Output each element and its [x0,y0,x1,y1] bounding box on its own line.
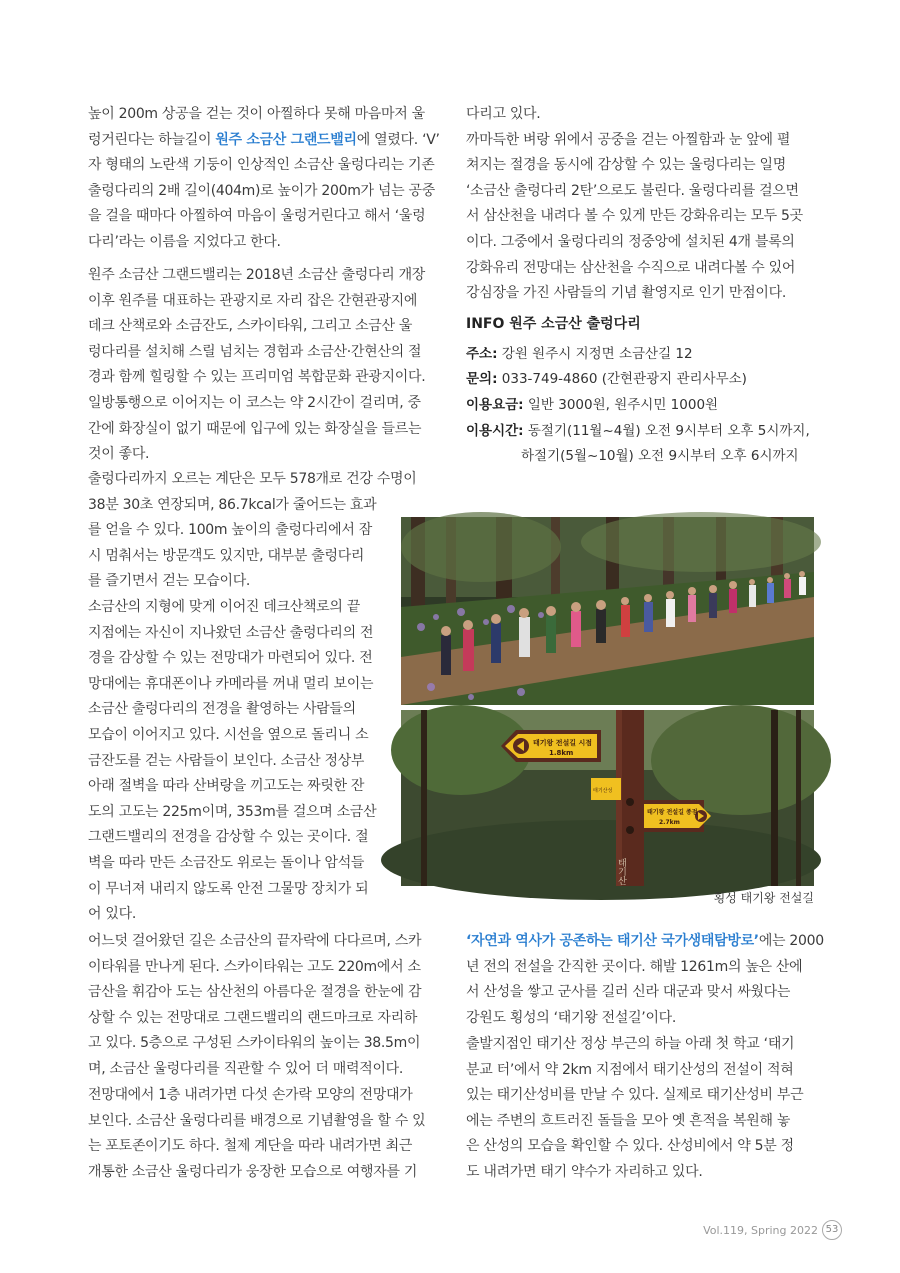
info-address [466,342,693,362]
text-line: 망대에는 휴대폰이나 카메라를 꺼내 멀리 보이는 [88,675,374,692]
text-line: 출렁다리의 2배 길이(404m)로 높이가 200m가 넘는 공중 [88,182,435,199]
text-line: 시 멈춰서는 방문객도 있지만, 대부분 출렁다리 [88,547,365,564]
right-paragraph-1 [466,102,814,307]
text-line: 간에 화장실이 없기 때문에 입구에 있는 화장실을 들르는 [88,420,422,437]
signpost-image [401,710,814,886]
text-line: 강원도 횡성의 ‘태기왕 전설길’이다. [466,1009,677,1026]
hikers-forest-image [401,517,814,705]
info-fee-value: 일반 3000원, 원주시민 1000원 [523,397,719,413]
sign-middle [591,778,621,800]
text-line: 금잔도를 걷는 사람들이 보인다. 소금산 정상부 [88,752,365,769]
page-footer [703,1220,842,1240]
text-line: 자 형태의 노란색 기둥이 인상적인 소금산 울렁다리는 기존 [88,157,435,174]
text-line: 이후 원주를 대표하는 관광지로 자리 잡은 간현관광지에 [88,292,418,309]
text-line: 상할 수 있는 전망대로 그랜드밸리의 랜드마크로 자리하 [88,1009,418,1026]
text-line: 데크 산책로와 소금잔도, 스카이타워, 그리고 소금산 울 [88,318,413,335]
text-line: 보인다. 소금산 울렁다리를 배경으로 기념촬영을 할 수 있 [88,1112,426,1129]
text-line: 고 있다. 5층으로 구성된 스카이타워의 높이는 38.5m이 [88,1035,421,1052]
text-line: ‘자연과 역사가 공존하는 태기산 국가생태탐방로’에는 2000 [466,933,824,949]
info-hours-label: 이용시간: [466,423,524,439]
sign-top-label: 태기왕 전설길 시점 [533,739,592,747]
text-line: 전망대에서 1층 내려가면 다섯 손가락 모양의 전망대가 [88,1087,413,1103]
text-line: 그랜드밸리의 전경을 감상할 수 있는 곳이다. 절 [88,829,369,846]
text-line: 를 즐기면서 걷는 모습이다. [88,573,251,590]
text-line: 어 있다. [88,906,136,923]
text-line: 경과 함께 힐링할 수 있는 프리미엄 복합문화 관광지이다. [88,369,426,386]
info-hours [466,419,810,439]
left-paragraph-2 [88,263,435,468]
text-line: 어느덧 걸어왔던 길은 소금산의 끝자락에 다다르며, 스카 [88,933,422,949]
info-phone-value: 033-749-4860 (간현관광지 관리사무소) [497,371,747,387]
text-line: 렁다리를 설치해 스릴 넘치는 경험과 소금산·간현산의 절 [88,343,422,360]
text-line: 도 내려가면 태기 약수가 자리하고 있다. [466,1163,703,1180]
text-line: 있는 태기산성비를 만날 수 있다. 실제로 태기산성비 부근 [466,1087,804,1104]
page-number: 53 [822,1220,842,1240]
info-hours-winter: 동절기(11월~4월) 오전 9시부터 오후 5시까지, [523,423,810,439]
text-line: 출발지점인 태기산 정상 부근의 하늘 아래 첫 학교 ‘태기 [466,1036,795,1052]
text-line: 이타워를 만나게 된다. 스카이타워는 고도 220m에서 소 [88,958,421,975]
highlight-place-name: 원주 소금산 그랜드밸리 [215,131,357,148]
left-paragraph-4 [88,595,393,928]
text-line: 일방통행으로 이어지는 이 코스는 약 2시간이 걸리며, 중 [88,394,421,411]
hikers-photo [401,517,814,705]
sign-top-distance: 1.8km [549,749,574,757]
text-line: ‘소금산 출렁다리 2탄’으로도 불린다. 울렁다리를 걸으면 [466,182,799,199]
info-address-label: 주소: [466,346,498,362]
text-line: 도의 고도는 225m이며, 353m를 걸으며 소금산 [88,803,377,820]
right-paragraph-3 [466,1032,814,1186]
text-line: 경을 감상할 수 있는 전망대가 마련되어 있다. 전 [88,650,373,667]
text-line: 을 걸을 때마다 아찔하여 마음이 울렁거린다고 해서 ‘울렁 [88,208,426,225]
text-line: 원주 소금산 그랜드밸리는 2018년 소금산 출렁다리 개장 [88,267,426,283]
text-line: 서 산성을 쌓고 군사를 길러 신라 대군과 맞서 싸웠다는 [466,984,791,1001]
sign-top [501,730,601,762]
text-line: 모습이 이어지고 있다. 시선을 옆으로 돌리니 소 [88,726,369,743]
left-paragraph-5 [88,929,435,1083]
info-fee-label: 이용요금: [466,397,524,413]
text-line: 은 산성의 모습을 확인할 수 있다. 산성비에서 약 5분 정 [466,1138,794,1155]
text-line: 를 얻을 수 있다. 100m 높이의 출렁다리에서 잠 [88,522,372,539]
sign-right-distance: 2.7km [659,819,680,826]
text-line: 쳐지는 절경을 동시에 감상할 수 있는 울렁다리는 일명 [466,157,786,174]
left-paragraph-1 [88,102,440,256]
text-line: 벽을 따라 만든 소금잔도 위로는 돌이나 암석들 [88,854,365,871]
info-phone-label: 문의: [466,371,498,387]
text-line: 강화유리 전망대는 삼산천을 수직으로 내려다볼 수 있어 [466,259,796,276]
text-line: 서 삼산천을 내려다 볼 수 있게 만든 강화유리는 모두 5곳 [466,208,803,225]
issue-label: Vol.119, Spring 2022 [703,1223,818,1237]
text-line: 38분 30초 연장되며, 86.7kcal가 줄어드는 효과 [88,496,377,513]
sign-right [644,800,711,832]
text-line: 아래 절벽을 따라 산벼랑을 끼고도는 짜릿한 잔 [88,778,365,795]
text-line: 출렁다리까지 오르는 계단은 모두 578개로 건강 수명이 [88,471,417,487]
text-line: 이 무너져 내리지 않도록 안전 그물망 장치가 되 [88,880,369,897]
text-line: 개통한 소금산 울렁다리가 웅장한 모습으로 여행자를 기 [88,1163,418,1180]
left-paragraph-6 [88,1083,435,1185]
text-line: 높이 200m 상공을 걷는 것이 아찔하다 못해 마음마저 울 [88,106,425,122]
text-line: 분교 터’에서 약 2km 지점에서 태기산성의 전설이 적혀 [466,1061,794,1078]
text-line: 강심장을 가진 사람들의 기념 촬영지로 인기 만점이다. [466,285,786,302]
text-line: 는 포토존이기도 하다. 철제 계단을 따라 내려가면 최근 [88,1138,413,1155]
text-line: 것이 좋다. [88,446,150,463]
info-fee [466,393,718,413]
text-line: 며, 소금산 울렁다리를 직관할 수 있어 더 매력적이다. [88,1060,404,1077]
text-line: 이다. 그중에서 울렁다리의 정중앙에 설치된 4개 블록의 [466,233,795,250]
highlight-trail-name: ‘자연과 역사가 공존하는 태기산 국가생태탐방로’ [466,933,759,949]
text-line: 년 전의 전설을 간직한 곳이다. 해발 1261m의 높은 산에 [466,958,803,975]
info-title: INFO 원주 소금산 출렁다리 [466,316,641,332]
text-line: 소금산 출렁다리의 전경을 촬영하는 사람들의 [88,701,356,718]
photo-caption: 횡성 태기왕 전설길 [713,891,814,905]
right-paragraph-2 [466,929,824,1031]
text-line: 다리고 있다. [466,106,541,122]
info-address-value: 강원 원주시 지정면 소금산길 12 [497,346,693,362]
text-line: 금산을 휘감아 도는 삼산천의 아름다운 절경을 한눈에 감 [88,984,422,1001]
signpost-photo [401,710,814,886]
text-line: 다리’라는 이름을 지었다고 한다. [88,233,281,250]
signpost-carved-text: 태기산 [616,858,626,885]
text-line: 소금산의 지형에 맞게 이어진 데크산책로의 끝 [88,599,361,615]
info-hours-summer: 하절기(5월~10월) 오전 9시부터 오후 6시까지 [521,448,799,464]
info-phone [466,367,747,387]
text-line: 까마득한 벼랑 위에서 공중을 걷는 아찔함과 눈 앞에 펼 [466,131,791,148]
text-line: 지점에는 자신이 지나왔던 소금산 출렁다리의 전 [88,624,374,641]
sign-right-label: 태기왕 전설길 종점 [647,809,698,816]
left-paragraph-3 [88,467,435,595]
sign-middle-label: 태기산성 [593,788,613,794]
text-line: 에는 주변의 흐트러진 돌들을 모아 옛 흔적을 복원해 놓 [466,1112,791,1129]
text-line: 렁거린다는 하늘길이 원주 소금산 그랜드밸리에 열렸다. ‘V’ [88,131,440,148]
